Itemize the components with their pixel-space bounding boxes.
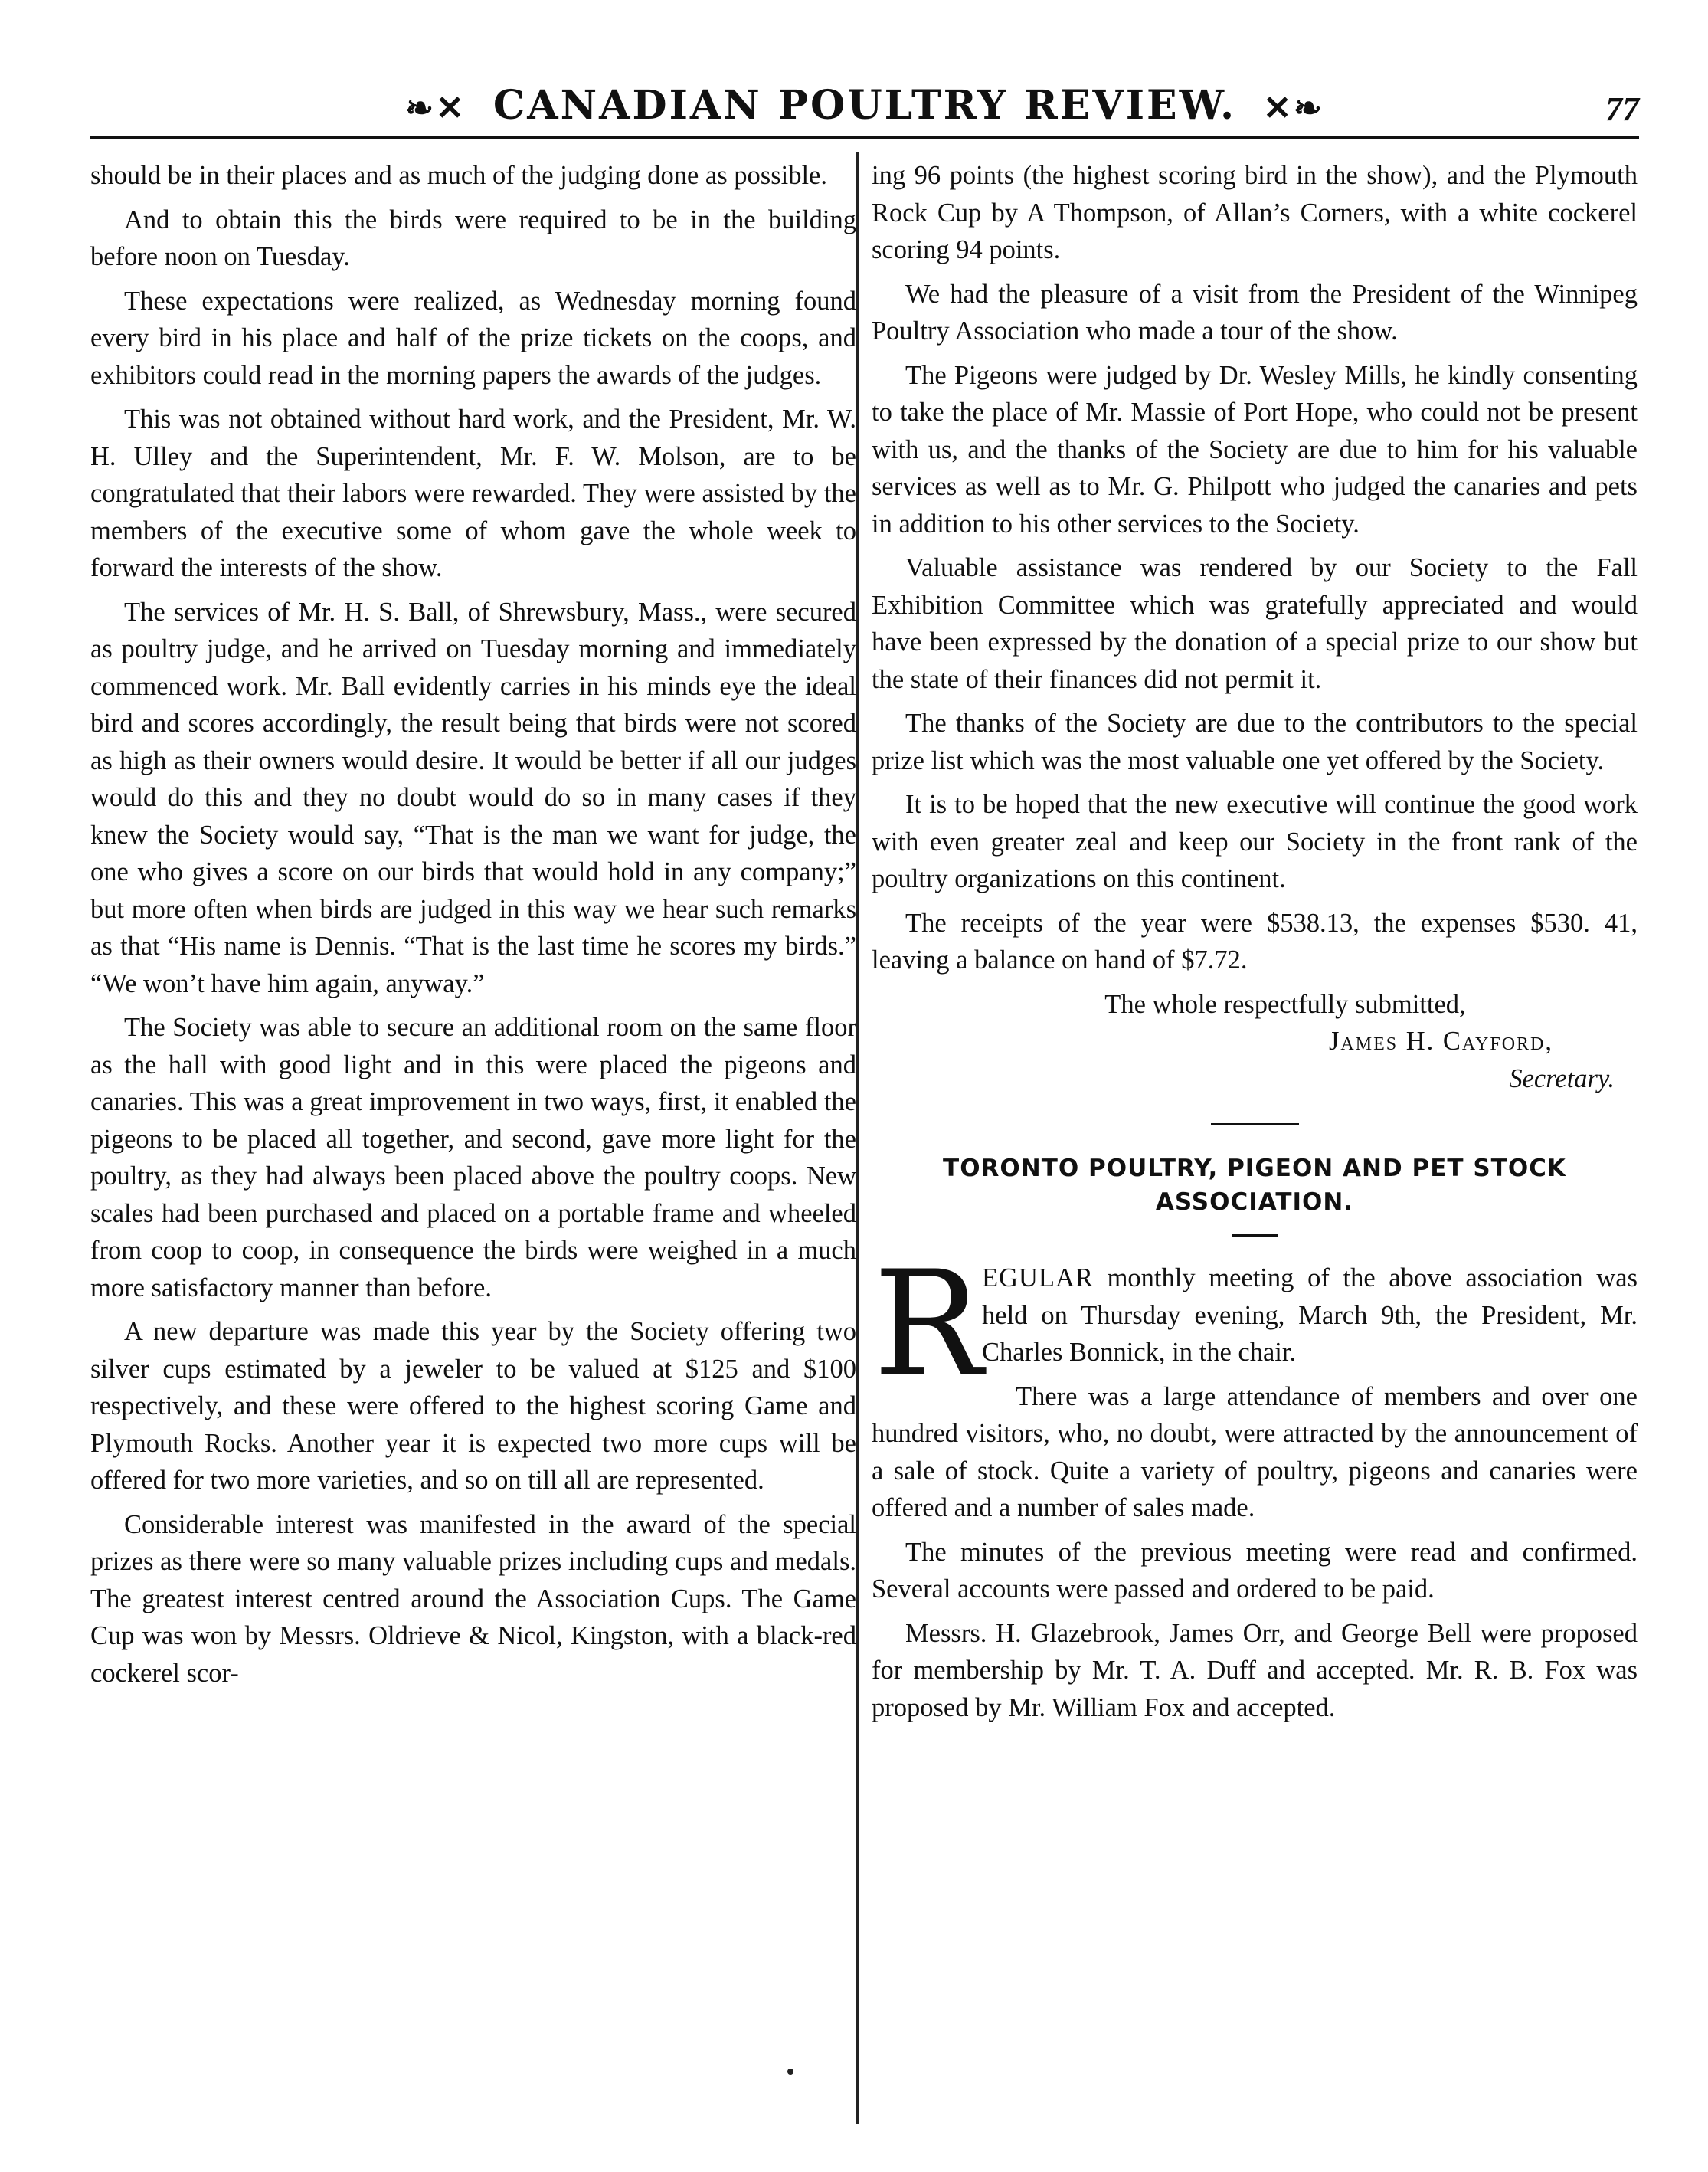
paragraph: Considerable interest was manifested in the award of the special prizes as there were so many valuable prizes including cups and medals. The greatest interest centred around the Association Cups. The Game Cup was won by Messrs. Oldrieve & Nicol, Kingston, with a black-red cockerel scor- — [90, 1509, 856, 1688]
paragraph: The thanks of the Society are due to the contributors to the special prize list which was the most valuable one yet offered by the Society. — [872, 709, 1638, 775]
dropcap-smallcaps: EGULAR — [982, 1263, 1094, 1292]
signoff-role: Secretary. — [1509, 1063, 1615, 1093]
section-rule — [1211, 1123, 1299, 1125]
dropcap-paragraph — [872, 1240, 1638, 1409]
signoff-name: James H. Cayford, — [1328, 1027, 1553, 1056]
paragraph: Messrs. H. Glazebrook, James Orr, and George Bell were proposed for membership by Mr. T. A. Duff and accepted. Mr. R. B. Fox was proposed by Mr. William Fox and accepted. — [872, 1618, 1638, 1722]
paragraph: Valuable assistance was rendered by our Society to the Fall Exhibition Committee which was gratefully appreciated and would have been expressed by the donation of a special prize to our show but the state of their finances did not permit it. — [872, 553, 1638, 694]
dropcap-letter: R — [873, 1240, 983, 1409]
paragraph: The services of Mr. H. S. Ball, of Shrewsbury, Mass., were secured as poultry judge, and he arrived on Tuesday morning and immediately commenced work. Mr. Ball evidently carries in his minds eye the ideal bird and scores accordingly, the result being that birds were not scored as high as their owners would desire. It would be better if all our judges would do this and they no doubt would do so in many cases if they knew the Society would say, “That is the man we want for judge, the one who gives a score on our birds that would hold in any company;” but more often when birds are judged in this way we hear such remarks as that “His name is Dennis. “That is the last time he scores my birds.” “We won’t have him again, anyway.” — [90, 597, 856, 998]
ornament-right-icon: ✕❧ — [1263, 89, 1324, 128]
paragraph: This was not obtained without hard work, and the President, Mr. W. H. Ulley and the Superintendent, Mr. F. W. Molson, are to be congratulated that their labors were rewarded. They were assisted by the members of the executive some of whom gave the whole week to forward the interests of the show. — [90, 405, 856, 582]
paragraph: The minutes of the previous meeting were read and confirmed. Several accounts were passed and ordered to be paid. — [872, 1537, 1638, 1604]
paragraph: The Society was able to secure an additional room on the same floor as the hall with good light and in this were placed the pigeons and canaries. This was a great improvement in two ways, first, it enabled the pigeons to be placed all together, and second, gave more light for the poultry, as they had always been placed above the poultry coops. New scales had been purchased and placed on a portable frame and wheeled from coop to coop, in consequence the birds were weighed in a much more satisfactory manner than before. — [90, 1013, 856, 1302]
publication-title: CANADIAN POULTRY REVIEW. — [492, 82, 1237, 129]
paragraph: should be in their places and as much of the judging done as possible. — [90, 161, 827, 190]
signoff — [872, 986, 1638, 1098]
masthead-title-block — [90, 82, 1639, 129]
left-column — [90, 157, 856, 1699]
paragraph: There was a large attendance of members and over one hundred visitors, who, no doubt, were attracted by the announcement of a sale of stock. Quite a variety of poultry, pigeons and canaries were offered and a number of sales made. — [872, 1381, 1638, 1522]
paragraph: ing 96 points (the highest scoring bird in the show), and the Plymouth Rock Cup by A Thompson, of Allan’s Corners, with a white cockerel scoring 94 points. — [872, 161, 1638, 264]
column-divider — [856, 152, 859, 2124]
paragraph: We had the pleasure of a visit from the President of the Winnipeg Poultry Association who made a tour of the show. — [872, 279, 1638, 346]
print-speck — [787, 2069, 793, 2075]
section-heading: TORONTO POULTRY, PIGEON AND PET STOCK ASSOCIATION. — [943, 1155, 1566, 1216]
signoff-closing: The whole respectfully submitted, — [1104, 989, 1466, 1019]
paragraph: It is to be hoped that the new executive will continue the good work with even greater zeal and keep our Society in the front rank of the poultry organizations on this continent. — [872, 790, 1638, 893]
paragraph: The receipts of the year were $538.13, the expenses $530. 41, leaving a balance on hand of $7.72. — [872, 908, 1638, 975]
paragraph: A new departure was made this year by the Society offering two silver cups estimated by a jeweler to be valued at $125 and $100 respectively, and these were offered to the highest scoring Game and Plymouth Rocks. Another year it is expected two more cups will be offered for two more varieties, and so on till all are represented. — [90, 1317, 856, 1495]
paragraph: The Pigeons were judged by Dr. Wesley Mills, he kindly consenting to take the place of Mr. Massie of Port Hope, who could not be present with us, and the thanks of the Society are due to him for his valuable services as well as to Mr. G. Philpott who judged the canaries and pets in addition to his other services to the Society. — [872, 360, 1638, 539]
masthead — [90, 73, 1639, 142]
section-rule-small — [1232, 1234, 1278, 1237]
dropcap-rest: monthly meeting of the above association was held on Thursday evening, March 9th, the President, Mr. Charles Bonnick, in the chair. — [982, 1263, 1638, 1367]
paragraph: These expectations were realized, as Wednesday morning found every bird in his place and half of the prize tickets on the coops, and exhibitors could read in the morning papers the awards of the judges. — [90, 286, 856, 390]
masthead-rule — [90, 136, 1639, 139]
paragraph: And to obtain this the birds were required to be in the building before noon on Tuesday. — [90, 205, 856, 271]
ornament-left-icon: ❧✕ — [405, 89, 466, 128]
page-number: 77 — [1605, 90, 1639, 128]
right-column — [872, 157, 1638, 1733]
